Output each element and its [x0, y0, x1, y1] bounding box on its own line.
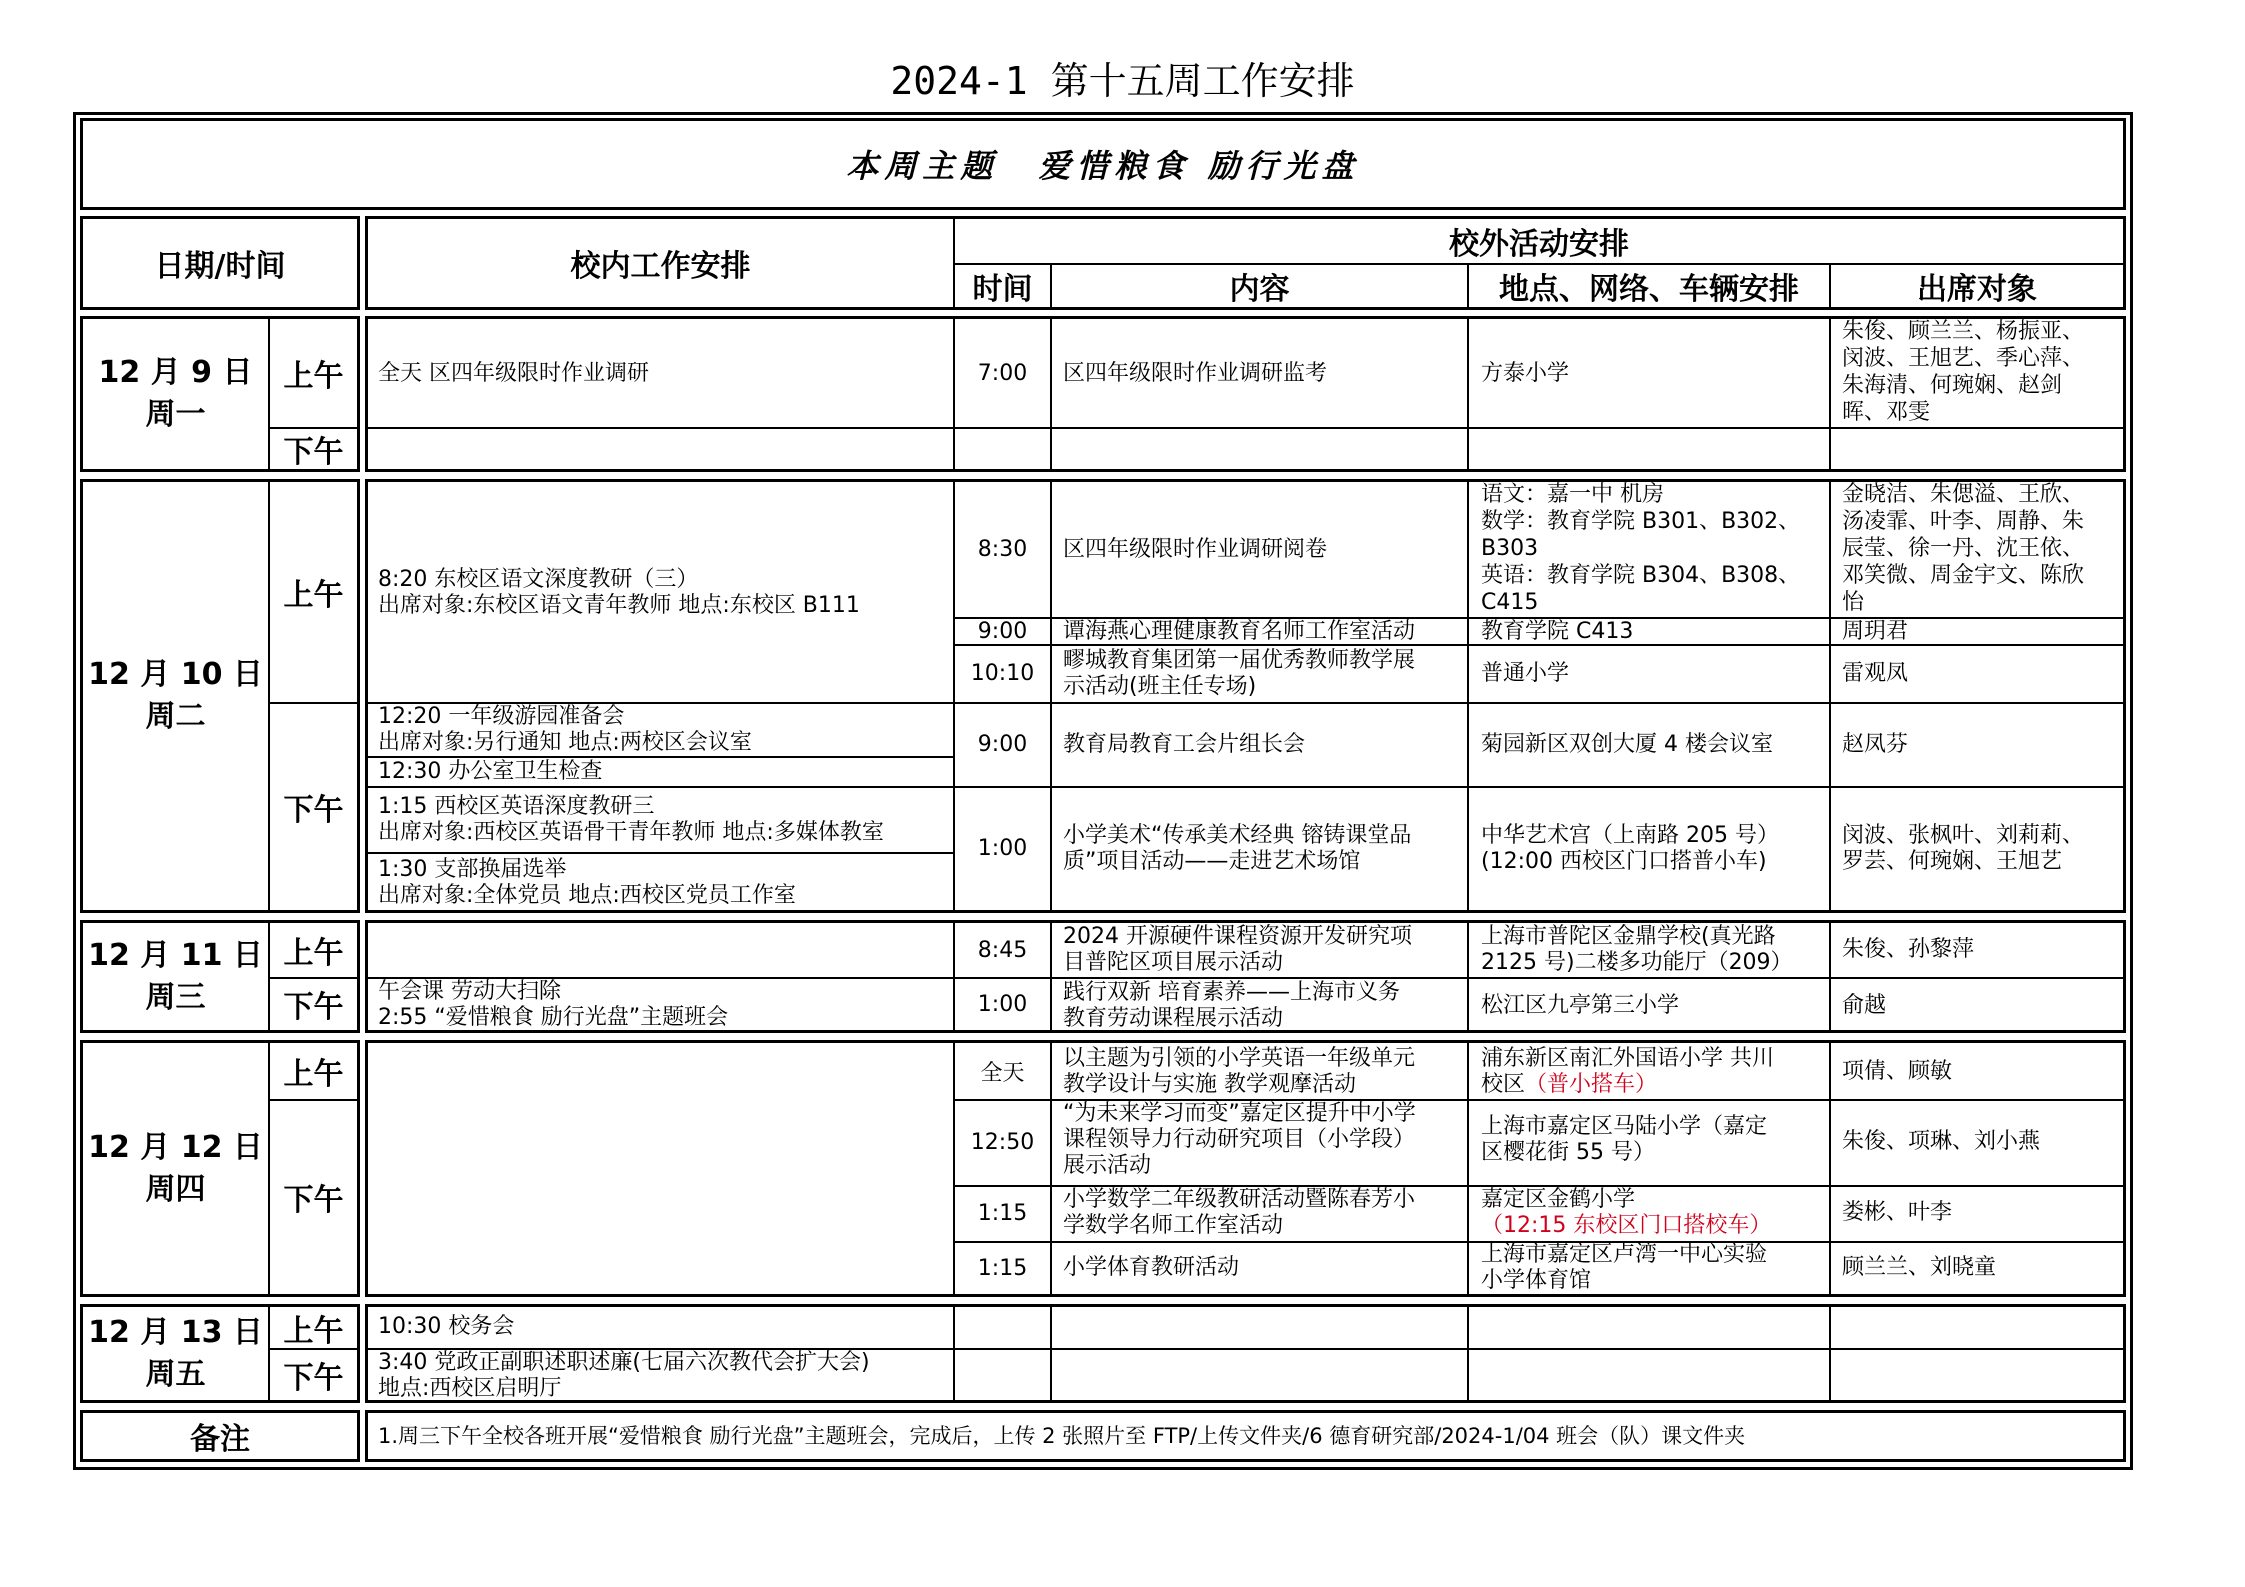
ext-attendees: 邓笑微、周金宇文、陈欣: [1842, 563, 2085, 588]
ext-attendees: 顾兰兰、刘晓童: [1842, 1255, 1997, 1280]
ext-attendees: 辰莹、徐一丹、沈王依、: [1842, 536, 2085, 561]
header-content: 内容: [1229, 271, 1290, 307]
theme-label: 本周主题: [846, 147, 999, 185]
ext-content: 区四年级限时作业调研监考: [1063, 361, 1328, 386]
ext-time: 9:00: [977, 732, 1028, 757]
header-place: 地点、网络、车辆安排: [1499, 271, 1799, 307]
remarks-label: 备注: [190, 1422, 250, 1457]
ext-content: 疁城教育集团第一届优秀教师教学展: [1063, 648, 1416, 673]
day-label-tue: [83, 482, 268, 910]
ext-place: 中华艺术宫（上南路 205 号）: [1481, 823, 1779, 848]
period-pm: 下午: [283, 792, 344, 828]
col-vline: [1467, 1307, 1469, 1400]
internal-tue-pm-4a: 1:30 支部换届选举: [378, 857, 567, 882]
ext-attendees: 朱俊、项琳、刘小燕: [1842, 1129, 2041, 1154]
ext-time: 9:00: [977, 618, 1028, 644]
ext-place: 松江区九亭第三小学: [1481, 993, 1680, 1018]
ext-attendees: 周玥君: [1842, 619, 1909, 644]
ext-attendees: 俞越: [1842, 993, 1887, 1018]
internal-fri-pm-2: 地点:西校区启明厅: [378, 1376, 562, 1401]
col-vline: [1829, 482, 1831, 910]
ext-time: 8:45: [977, 937, 1028, 963]
ext-time: 8:30: [977, 537, 1028, 562]
ext-content: 目普陀区项目展示活动: [1063, 950, 1284, 975]
ext-attendees: 赵凤芬: [1842, 732, 1909, 757]
header-internal: 校内工作安排: [570, 249, 751, 284]
row-line: [368, 702, 2123, 704]
ext-attendees: 金晓洁、朱偲溢、王欣、: [1842, 482, 2085, 507]
ext-content: “为未来学习而变”嘉定区提升中小学: [1063, 1101, 1416, 1126]
ext-content: 区四年级限时作业调研阅卷: [1063, 537, 1328, 562]
ext-content: 教学设计与实施 教学观摩活动: [1063, 1072, 1356, 1097]
ext-time: 1:00: [977, 836, 1028, 861]
internal-tue-pm-4b: 出席对象:全体党员 地点:西校区党员工作室: [378, 883, 796, 908]
ext-content: 示活动(班主任专场): [1063, 674, 1257, 699]
ext-place: 嘉定区金鹤小学: [1481, 1187, 1636, 1212]
day-date: 12 月 13 日: [88, 1314, 263, 1350]
ext-attendees: 闵波、王旭艺、季心萍、: [1842, 346, 2085, 371]
period-am: 上午: [283, 1057, 344, 1092]
internal-tue-pm-1b: 出席对象:另行通知 地点:两校区会议室: [378, 730, 752, 755]
ext-place: 方泰小学: [1481, 361, 1570, 386]
ext-content: 教育劳动课程展示活动: [1063, 1006, 1284, 1031]
theme-banner: [80, 118, 2126, 210]
ext-content: 展示活动: [1063, 1153, 1152, 1178]
period-pm: 下午: [283, 1360, 344, 1396]
day-weekday: 周二: [145, 699, 206, 734]
col-vline: [1829, 1307, 1831, 1400]
day-label-thu: [83, 1043, 268, 1294]
ext-place: 菊园新区双创大厦 4 楼会议室: [1481, 732, 1773, 757]
day-label-wed: [83, 923, 268, 1030]
ext-place: 校区: [1481, 1072, 1526, 1097]
ext-place: B303: [1481, 536, 1539, 561]
ext-content: 以主题为引领的小学英语一年级单元: [1063, 1046, 1416, 1071]
header-date-time: 日期/时间: [154, 249, 286, 284]
ext-attendees: 娄彬、叶李: [1842, 1200, 1953, 1225]
ext-time: 1:15: [977, 1201, 1028, 1226]
ext-place: C415: [1481, 590, 1539, 615]
ext-attendees: 罗芸、何琬娴、王旭艺: [1842, 849, 2063, 874]
row-line: [368, 427, 2123, 429]
col-vline: [1467, 482, 1469, 910]
ext-content: 谭海燕心理健康教育名师工作室活动: [1063, 619, 1416, 644]
ext-place: 上海市普陀区金鼎学校(真光路: [1481, 924, 1776, 949]
ext-place: 上海市嘉定区马陆小学（嘉定: [1481, 1114, 1768, 1139]
col-vline: [1050, 319, 1052, 469]
col-vline: [1829, 319, 1831, 469]
ext-content: 小学体育教研活动: [1063, 1255, 1240, 1280]
ext-place-line: [1481, 1071, 1657, 1098]
ext-place: 英语：教育学院 B304、B308、: [1481, 563, 1801, 588]
ext-content: 学数学名师工作室活动: [1063, 1213, 1284, 1238]
header-external: 校外活动安排: [1449, 227, 1629, 262]
ext-attendees: 汤凌霏、叶李、周静、朱: [1842, 509, 2085, 534]
col-vline: [1829, 1043, 1831, 1294]
row-line: [368, 852, 953, 854]
period-am: 上午: [283, 578, 344, 613]
ext-time: 全天: [980, 1060, 1025, 1086]
period-am: 上午: [283, 1313, 344, 1349]
ext-place: 上海市嘉定区卢湾一中心实验: [1481, 1242, 1768, 1267]
ext-place: (12:00 西校区门口搭普小车): [1481, 849, 1767, 874]
ext-place: 区樱花街 55 号）: [1481, 1140, 1655, 1165]
ext-attendees: 雷观凤: [1842, 661, 1909, 686]
ext-time: 1:00: [977, 991, 1028, 1017]
period-pm: 下午: [283, 1183, 344, 1218]
internal-tue-am-2: 出席对象:东校区语文青年教师 地点:东校区 B111: [378, 593, 860, 618]
ext-attendees: 晖、邓雯: [1842, 400, 1931, 425]
col-vline: [1050, 482, 1052, 910]
day-label-fri: [83, 1307, 268, 1400]
ext-content: 践行双新 培育素养——上海市义务: [1063, 980, 1400, 1005]
ext-content: 小学美术“传承美术经典 镕铸课堂品: [1063, 823, 1412, 848]
ext-place: 2125 号)二楼多功能厅（209）: [1481, 950, 1793, 975]
theme-text: 爱惜粮食 励行光盘: [1038, 147, 1360, 185]
ext-attendees: 朱海清、何琬娴、赵剑: [1842, 373, 2063, 398]
day-date: 12 月 10 日: [88, 657, 263, 692]
day-date: 12 月 9 日: [98, 355, 253, 390]
ext-place-note: （普小搭车）: [1525, 1072, 1658, 1097]
remarks-text: 1.周三下午全校各班开展“爱惜粮食 励行光盘”主题班会，完成后，上传 2 张照片至 FTP/上传文件夹/6 德育研究部/2024-1/04 班会（队）课文件夹: [378, 1424, 1746, 1448]
period-am: 上午: [283, 359, 344, 394]
ext-place-note: （12:15 东校区门口搭校车）: [1481, 1213, 1772, 1238]
row-line: [368, 786, 2123, 788]
day-weekday: 周三: [145, 979, 206, 1015]
ext-time: 7:00: [977, 360, 1028, 386]
ext-time: 12:50: [970, 1130, 1035, 1155]
day-label-mon: [83, 319, 268, 469]
col-vline: [1467, 1043, 1469, 1294]
internal-wed-pm-2: 2:55 “爱惜粮食 励行光盘”主题班会: [378, 1005, 729, 1030]
period-pm: 下午: [283, 434, 344, 470]
ext-time: 1:15: [977, 1255, 1028, 1281]
ext-time: 10:10: [970, 661, 1035, 686]
internal-tue-pm-3b: 出席对象:西校区英语骨干青年教师 地点:多媒体教室: [378, 820, 884, 845]
ext-attendees: 闵波、张枫叶、刘莉莉、: [1842, 823, 2085, 848]
page-title: 2024-1 第十五周工作安排: [890, 59, 1355, 103]
ext-place: 小学体育馆: [1481, 1268, 1592, 1293]
ext-content: 质”项目活动——走进艺术场馆: [1063, 849, 1361, 874]
ext-place: 语文：嘉一中 机房: [1481, 482, 1664, 507]
col-vline: [1050, 1307, 1052, 1400]
ext-content: 2024 开源硬件课程资源开发研究项: [1063, 924, 1412, 949]
ext-attendees: 项倩、顾敏: [1842, 1059, 1953, 1084]
ext-attendees: 朱俊、孙黎萍: [1842, 937, 1975, 962]
col-vline: [1467, 319, 1469, 469]
day-weekday: 周一: [145, 397, 206, 432]
internal-tue-pm-1a: 12:20 一年级游园准备会: [378, 704, 625, 729]
header-attendees: 出席对象: [1917, 271, 2037, 307]
ext-content: 教育局教育工会片组长会: [1063, 732, 1306, 757]
ext-content: 课程领导力行动研究项目（小学段）: [1063, 1127, 1416, 1152]
col-vline: [1050, 1043, 1052, 1294]
day-weekday: 周四: [145, 1171, 206, 1207]
ext-place: 教育学院 C413: [1481, 619, 1634, 644]
internal-tue-am-1: 8:20 东校区语文深度教研（三）: [378, 567, 699, 592]
day-date: 12 月 12 日: [88, 1129, 263, 1165]
period-pm: 下午: [283, 990, 344, 1025]
day-weekday: 周五: [145, 1356, 206, 1392]
ext-place: 数学：教育学院 B301、B302、: [1481, 509, 1801, 534]
internal-mon-am: 全天 区四年级限时作业调研: [378, 361, 649, 386]
ext-place: 普通小学: [1481, 661, 1570, 686]
internal-tue-pm-3a: 1:15 西校区英语深度教研三: [378, 794, 655, 819]
ext-attendees: 怡: [1842, 590, 1865, 615]
day-date: 12 月 11 日: [88, 937, 263, 973]
ext-place: 浦东新区南汇外国语小学 共川: [1481, 1046, 1774, 1071]
header-time: 时间: [972, 271, 1033, 307]
period-am: 上午: [283, 936, 344, 971]
internal-tue-pm-2: 12:30 办公室卫生检查: [378, 759, 603, 784]
internal-wed-pm-1: 午会课 劳动大扫除: [378, 979, 561, 1004]
ext-attendees: 朱俊、顾兰兰、杨振亚、: [1842, 319, 2085, 344]
internal-fri-am: 10:30 校务会: [378, 1314, 515, 1339]
ext-content: 小学数学二年级教研活动暨陈春芳小: [1063, 1187, 1416, 1212]
internal-fri-pm-1: 3:40 党政正副职述职述廉(七届六次教代会扩大会): [378, 1350, 870, 1375]
col-vline: [953, 1307, 955, 1400]
